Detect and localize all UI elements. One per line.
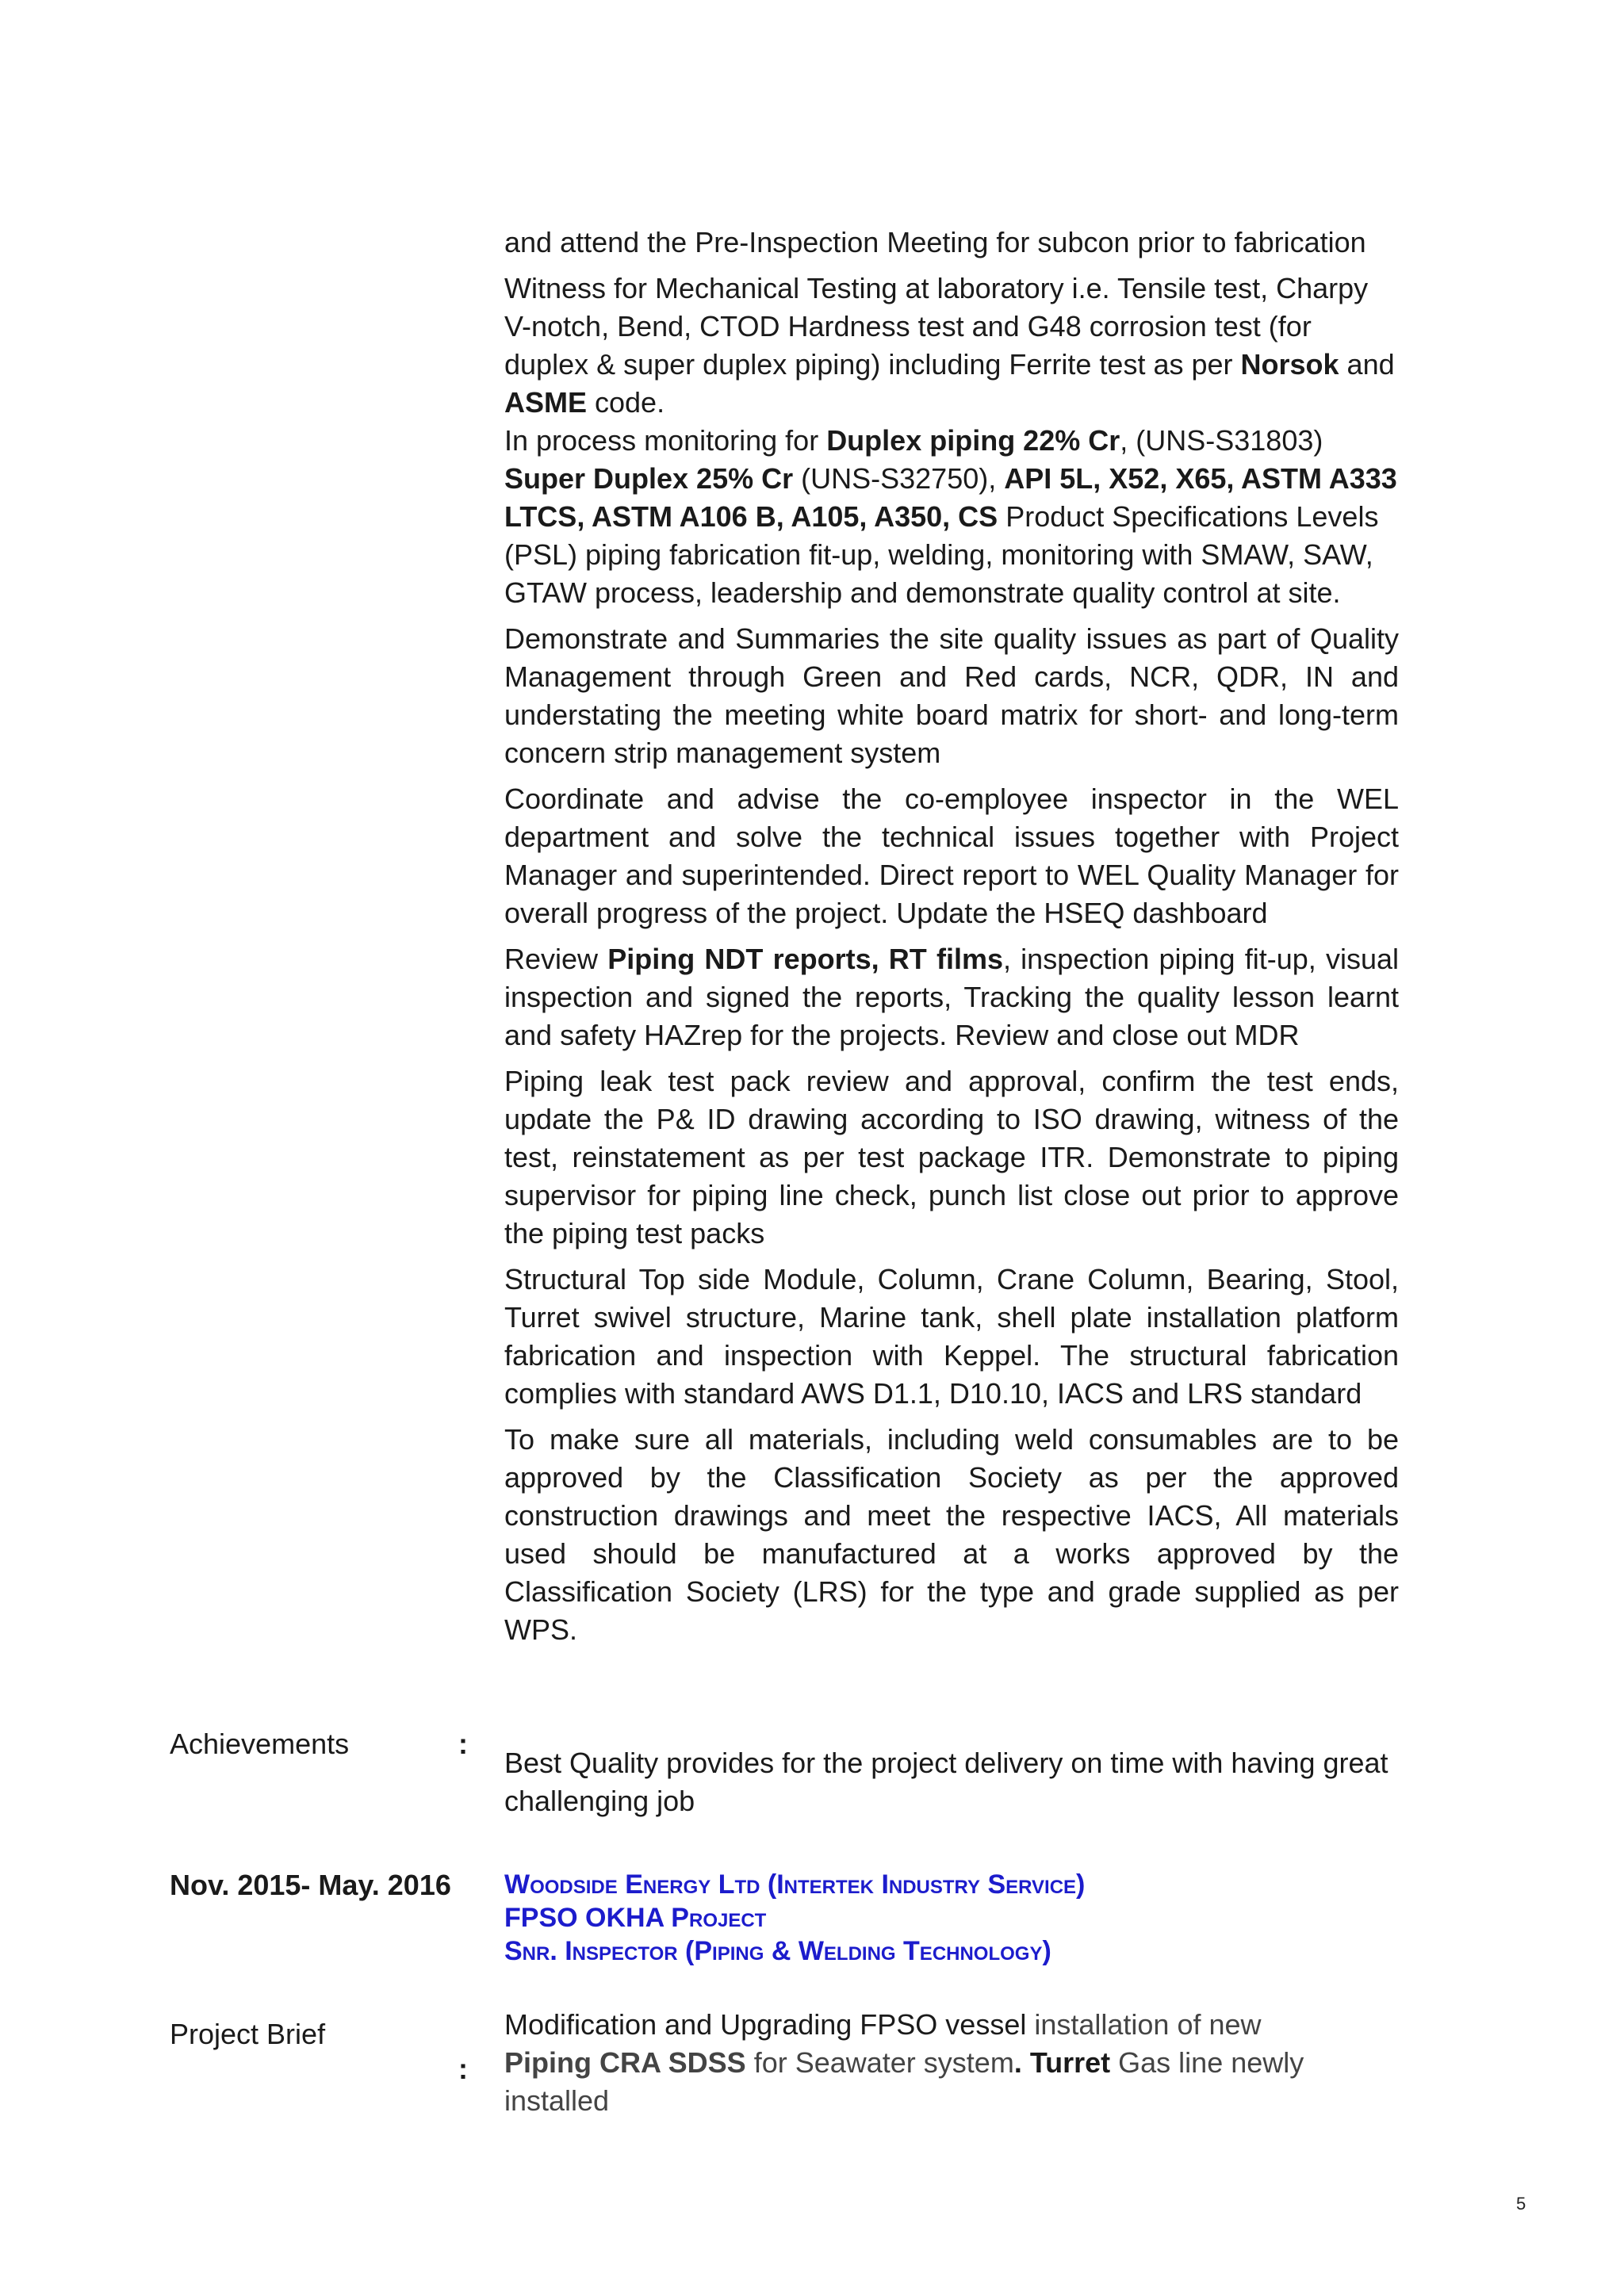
duty-pre-inspection: and attend the Pre-Inspection Meeting for subcon prior to fabrication xyxy=(504,226,1366,258)
job-header xyxy=(504,1868,1085,1968)
project-brief-text: Modification and Upgrading FPSO vessel installation of new Piping CRA SDSS for Seawater system. Turret Gas line newly installed xyxy=(504,2008,1304,2117)
project-brief-colon: : xyxy=(458,2053,468,2085)
project-brief-label: Project Brief xyxy=(170,2018,326,2050)
duties-list xyxy=(504,224,1399,1657)
achievements-text: Best Quality provides for the project delivery on time with having great challenging job xyxy=(504,1747,1388,1817)
duty-coordinate: Coordinate and advise the co-employee inspector in the WEL department and solve the technical issues together with Project Manager and superintended. Direct report to WEL Quality Manager for overall progress of the project. Update the HSEQ dashboard xyxy=(504,783,1399,929)
company-name: Woodside Energy Ltd (Intertek Industry Service) xyxy=(504,1869,1086,1900)
duty-leak-test: Piping leak test pack review and approval, confirm the test ends, update the P& ID drawing according to ISO drawing, witness of the test, reinstatement as per test package ITR. Demonstrate to piping supervisor for piping line check, punch list close out prior to approve the piping test packs xyxy=(504,1065,1399,1249)
project-name: FPSO OKHA Project xyxy=(504,1903,767,1933)
job-date: Nov. 2015- May. 2016 xyxy=(170,1869,451,1901)
page-number: 5 xyxy=(1516,2194,1526,2214)
duty-review-ndt: Review Piping NDT reports, RT films, inspection piping fit-up, visual inspection and signed the reports, Tracking the quality lesson learnt and safety HAZrep for the projects. Review and close out MDR xyxy=(504,943,1400,1051)
duty-process-monitoring: In process monitoring for Duplex piping 22% Cr, (UNS-S31803) Super Duplex 25% Cr (UNS-S32750), API 5L, X52, X65, ASTM A333 LTCS, ASTM A106 B, A105, A350, CS Product Specifications Levels (PSL) piping fabrication fit-up, welding, monitoring with SMAW, SAW, GTAW process, leadership and demonstrate quality control at site. xyxy=(504,424,1397,609)
achievements-label: Achievements xyxy=(170,1728,350,1760)
duty-materials: To make sure all materials, including weld consumables are to be approved by the Classification Society as per the approved construction drawings and meet the respective IACS, All materials used should be manufactured at a works approved by the Classification Society (LRS) for the type and grade supplied as per WPS. xyxy=(504,1423,1399,1646)
achievements-colon: : xyxy=(458,1728,468,1760)
duty-structural: Structural Top side Module, Column, Crane Column, Bearing, Stool, Turret swivel structure, Marine tank, shell plate installation platform fabrication and inspection with Keppel. The structural fabrication complies with standard AWS D1.1, D10.10, IACS and LRS standard xyxy=(504,1263,1399,1410)
role-title: Snr. Inspector (Piping & Welding Technology) xyxy=(504,1936,1051,1966)
duty-quality-issues: Demonstrate and Summaries the site quality issues as part of Quality Management through Green and Red cards, NCR, QDR, IN and understating the meeting white board matrix for short- and long-term concern strip management system xyxy=(504,622,1399,769)
duty-mechanical-testing: Witness for Mechanical Testing at laboratory i.e. Tensile test, Charpy V-notch, Bend, CTOD Hardness test and G48 corrosion test (for duplex & super duplex piping) including Ferrite test as per Norsok and ASME code. xyxy=(504,272,1395,419)
